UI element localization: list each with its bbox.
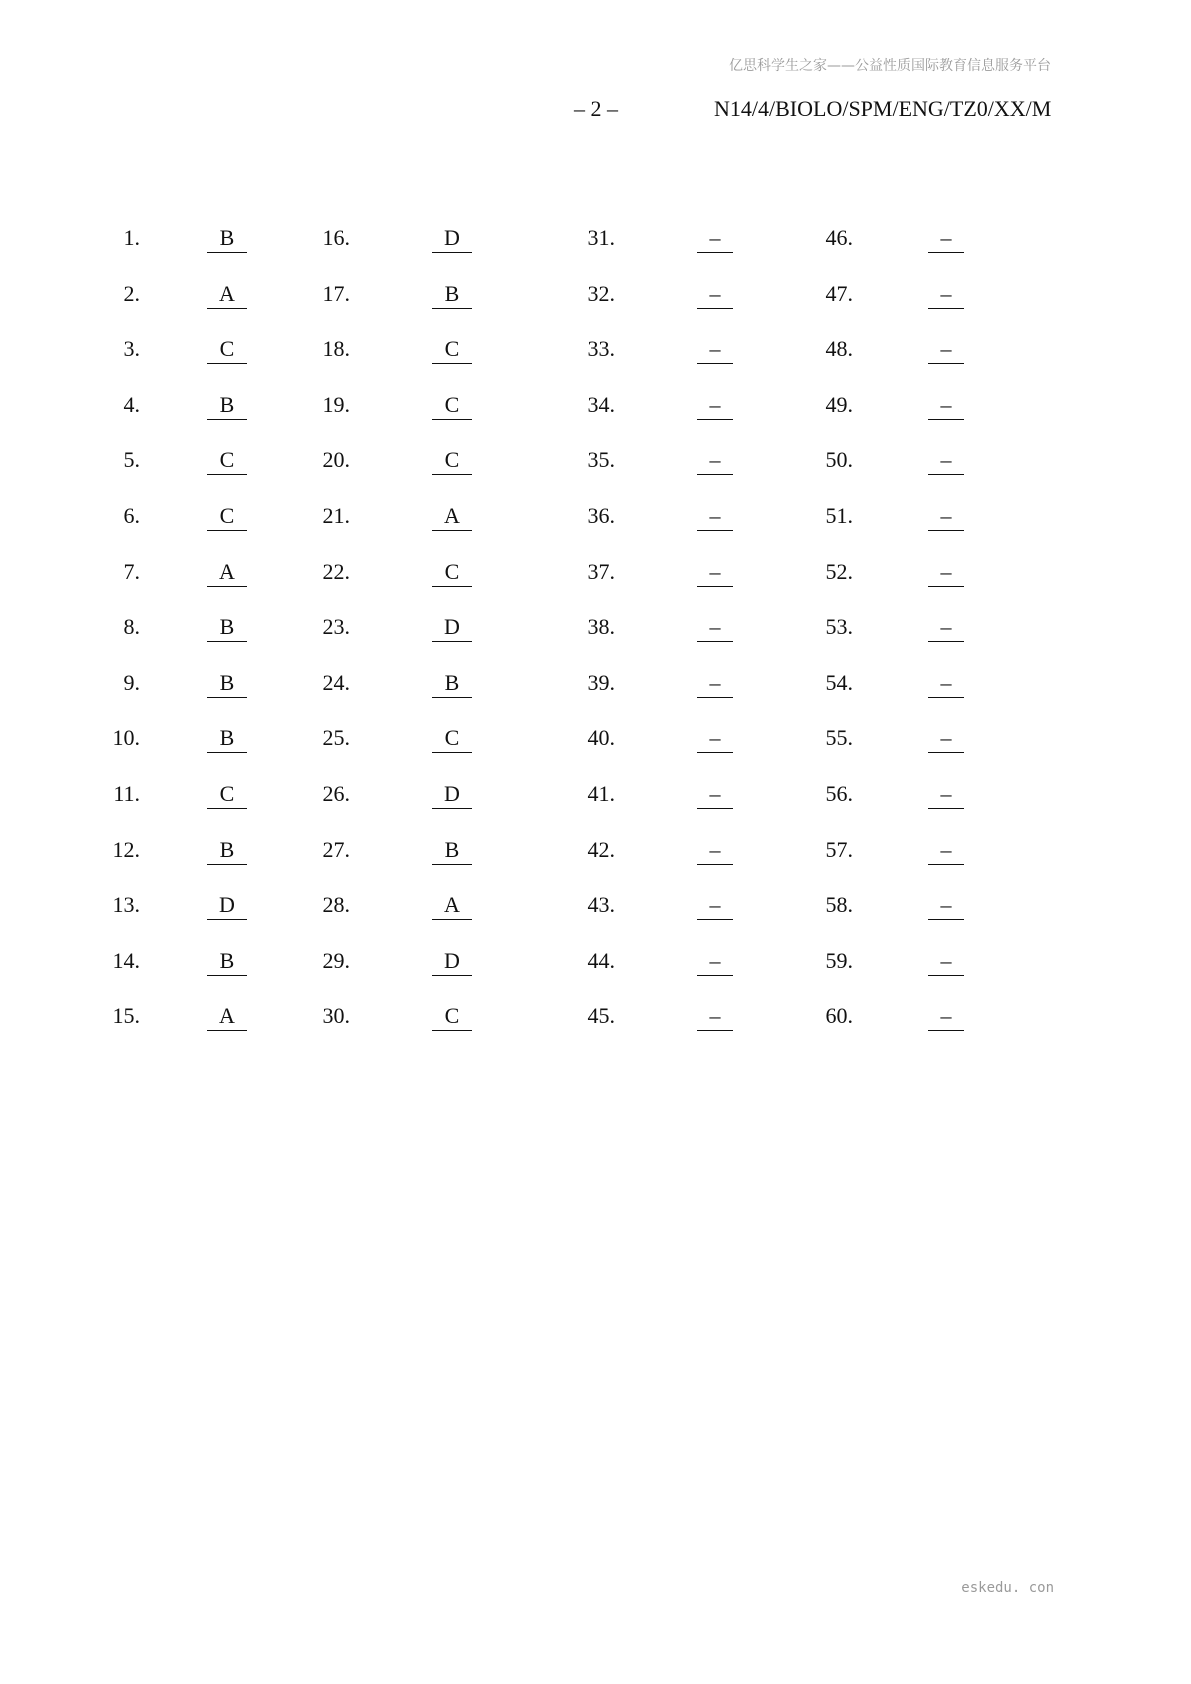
answer-row xyxy=(310,614,610,670)
answer-value: – xyxy=(928,392,964,420)
question-number: 14. xyxy=(112,947,140,973)
answer-row xyxy=(310,670,610,726)
question-number: 55. xyxy=(825,725,853,751)
answer-row xyxy=(815,948,1115,1004)
question-number: 47. xyxy=(825,280,853,306)
answer-value: B xyxy=(207,948,247,976)
answer-row xyxy=(815,892,1115,948)
question-number: 8. xyxy=(123,614,140,640)
answer-value: B xyxy=(207,614,247,642)
answer-value: – xyxy=(697,392,733,420)
answer-value: D xyxy=(432,225,472,253)
question-number: 35. xyxy=(587,447,615,473)
answer-value: C xyxy=(207,336,247,364)
question-number: 44. xyxy=(587,947,615,973)
question-number: 30. xyxy=(322,1003,350,1029)
question-number: 53. xyxy=(825,614,853,640)
answer-row xyxy=(310,559,610,615)
answer-value: – xyxy=(928,447,964,475)
answer-value: A xyxy=(207,1003,247,1031)
answer-value: C xyxy=(432,725,472,753)
answer-value: – xyxy=(928,1003,964,1031)
question-number: 9. xyxy=(123,669,140,695)
answer-value: D xyxy=(432,948,472,976)
answer-row xyxy=(310,447,610,503)
question-number: 22. xyxy=(322,558,350,584)
page-number: – 2 – xyxy=(574,96,618,121)
question-number: 60. xyxy=(825,1003,853,1029)
answer-value: B xyxy=(432,670,472,698)
answer-value: C xyxy=(432,336,472,364)
question-number: 19. xyxy=(322,391,350,417)
question-number: 34. xyxy=(587,391,615,417)
answer-value: B xyxy=(207,670,247,698)
answer-value: – xyxy=(928,225,964,253)
answer-value: – xyxy=(928,670,964,698)
answer-row xyxy=(310,948,610,1004)
question-number: 36. xyxy=(587,502,615,528)
question-number: 11. xyxy=(113,780,140,806)
answer-value: – xyxy=(697,892,733,920)
question-number: 1. xyxy=(123,225,140,250)
question-number: 39. xyxy=(587,669,615,695)
question-number: 10. xyxy=(112,725,140,751)
answer-row xyxy=(310,336,610,392)
question-number: 13. xyxy=(112,892,140,918)
answer-value: C xyxy=(432,1003,472,1031)
answer-row xyxy=(815,837,1115,893)
answer-value: B xyxy=(207,392,247,420)
question-number: 3. xyxy=(123,336,140,362)
answer-value: – xyxy=(697,447,733,475)
answer-value: – xyxy=(697,725,733,753)
question-number: 43. xyxy=(587,892,615,918)
answer-value: – xyxy=(697,503,733,531)
document-code: N14/4/BIOLO/SPM/ENG/TZ0/XX/M xyxy=(714,96,1052,121)
answer-row xyxy=(815,392,1115,448)
answer-value: – xyxy=(697,948,733,976)
question-number: 25. xyxy=(322,725,350,751)
answer-value: – xyxy=(928,336,964,364)
answer-row xyxy=(310,837,610,893)
question-number: 4. xyxy=(123,391,140,417)
question-number: 18. xyxy=(322,336,350,362)
answer-row xyxy=(310,503,610,559)
question-number: 59. xyxy=(825,947,853,973)
answer-row xyxy=(815,725,1115,781)
answer-value: – xyxy=(697,837,733,865)
answer-value: – xyxy=(697,559,733,587)
answer-value: C xyxy=(207,447,247,475)
question-number: 6. xyxy=(123,502,140,528)
answer-value: – xyxy=(928,614,964,642)
answer-value: – xyxy=(928,892,964,920)
answer-value: B xyxy=(432,837,472,865)
question-number: 16. xyxy=(322,225,350,250)
answer-value: – xyxy=(697,670,733,698)
question-number: 26. xyxy=(322,780,350,806)
answer-value: – xyxy=(928,781,964,809)
answer-row xyxy=(815,559,1115,615)
question-number: 27. xyxy=(322,836,350,862)
question-number: 45. xyxy=(587,1003,615,1029)
answer-value: – xyxy=(928,559,964,587)
question-number: 54. xyxy=(825,669,853,695)
answer-column-2 xyxy=(310,225,610,1059)
answer-value: B xyxy=(432,281,472,309)
question-number: 29. xyxy=(322,947,350,973)
answer-value: C xyxy=(432,447,472,475)
answer-value: B xyxy=(207,725,247,753)
question-number: 32. xyxy=(587,280,615,306)
answer-value: – xyxy=(697,614,733,642)
answer-row xyxy=(815,503,1115,559)
question-number: 2. xyxy=(123,280,140,306)
question-number: 41. xyxy=(587,780,615,806)
answer-value: – xyxy=(928,281,964,309)
question-number: 5. xyxy=(123,447,140,473)
answer-row xyxy=(815,781,1115,837)
question-number: 51. xyxy=(825,502,853,528)
question-number: 31. xyxy=(587,225,615,250)
question-number: 17. xyxy=(322,280,350,306)
answer-value: – xyxy=(697,781,733,809)
answer-value: C xyxy=(207,503,247,531)
question-number: 33. xyxy=(587,336,615,362)
question-number: 20. xyxy=(322,447,350,473)
answer-value: – xyxy=(697,281,733,309)
question-number: 46. xyxy=(825,225,853,250)
question-number: 49. xyxy=(825,391,853,417)
question-number: 21. xyxy=(322,502,350,528)
answer-value: – xyxy=(928,837,964,865)
answer-value: D xyxy=(432,614,472,642)
answer-value: C xyxy=(432,392,472,420)
question-number: 40. xyxy=(587,725,615,751)
question-number: 37. xyxy=(587,558,615,584)
answer-value: C xyxy=(432,559,472,587)
answer-value: C xyxy=(207,781,247,809)
question-number: 50. xyxy=(825,447,853,473)
question-number: 58. xyxy=(825,892,853,918)
answer-row xyxy=(815,614,1115,670)
answer-value: D xyxy=(432,781,472,809)
question-number: 52. xyxy=(825,558,853,584)
question-number: 42. xyxy=(587,836,615,862)
answer-row xyxy=(815,447,1115,503)
answer-value: A xyxy=(207,559,247,587)
footer-watermark: eskedu. con xyxy=(961,1580,1054,1596)
answer-row xyxy=(310,225,610,281)
answer-column-4 xyxy=(815,225,1115,1059)
question-number: 23. xyxy=(322,614,350,640)
answer-row xyxy=(310,392,610,448)
answer-row xyxy=(310,281,610,337)
answer-value: A xyxy=(432,892,472,920)
question-number: 38. xyxy=(587,614,615,640)
answer-row xyxy=(310,781,610,837)
question-number: 12. xyxy=(112,836,140,862)
question-number: 57. xyxy=(825,836,853,862)
answer-value: – xyxy=(697,1003,733,1031)
answer-row xyxy=(310,725,610,781)
answer-value: B xyxy=(207,225,247,253)
answer-value: A xyxy=(432,503,472,531)
answer-value: – xyxy=(697,336,733,364)
header-watermark: 亿思科学生之家——公益性质国际教育信息服务平台 xyxy=(729,58,1051,74)
answer-value: B xyxy=(207,837,247,865)
question-number: 15. xyxy=(112,1003,140,1029)
answer-row xyxy=(815,670,1115,726)
answer-value: D xyxy=(207,892,247,920)
answer-value: A xyxy=(207,281,247,309)
answer-value: – xyxy=(697,225,733,253)
question-number: 48. xyxy=(825,336,853,362)
answer-row xyxy=(815,281,1115,337)
answer-row xyxy=(815,1003,1115,1059)
question-number: 28. xyxy=(322,892,350,918)
answer-row xyxy=(815,225,1115,281)
answer-value: – xyxy=(928,725,964,753)
question-number: 7. xyxy=(123,558,140,584)
answer-value: – xyxy=(928,948,964,976)
answer-row xyxy=(310,1003,610,1059)
question-number: 56. xyxy=(825,780,853,806)
answer-value: – xyxy=(928,503,964,531)
answer-row xyxy=(310,892,610,948)
answer-row xyxy=(815,336,1115,392)
question-number: 24. xyxy=(322,669,350,695)
